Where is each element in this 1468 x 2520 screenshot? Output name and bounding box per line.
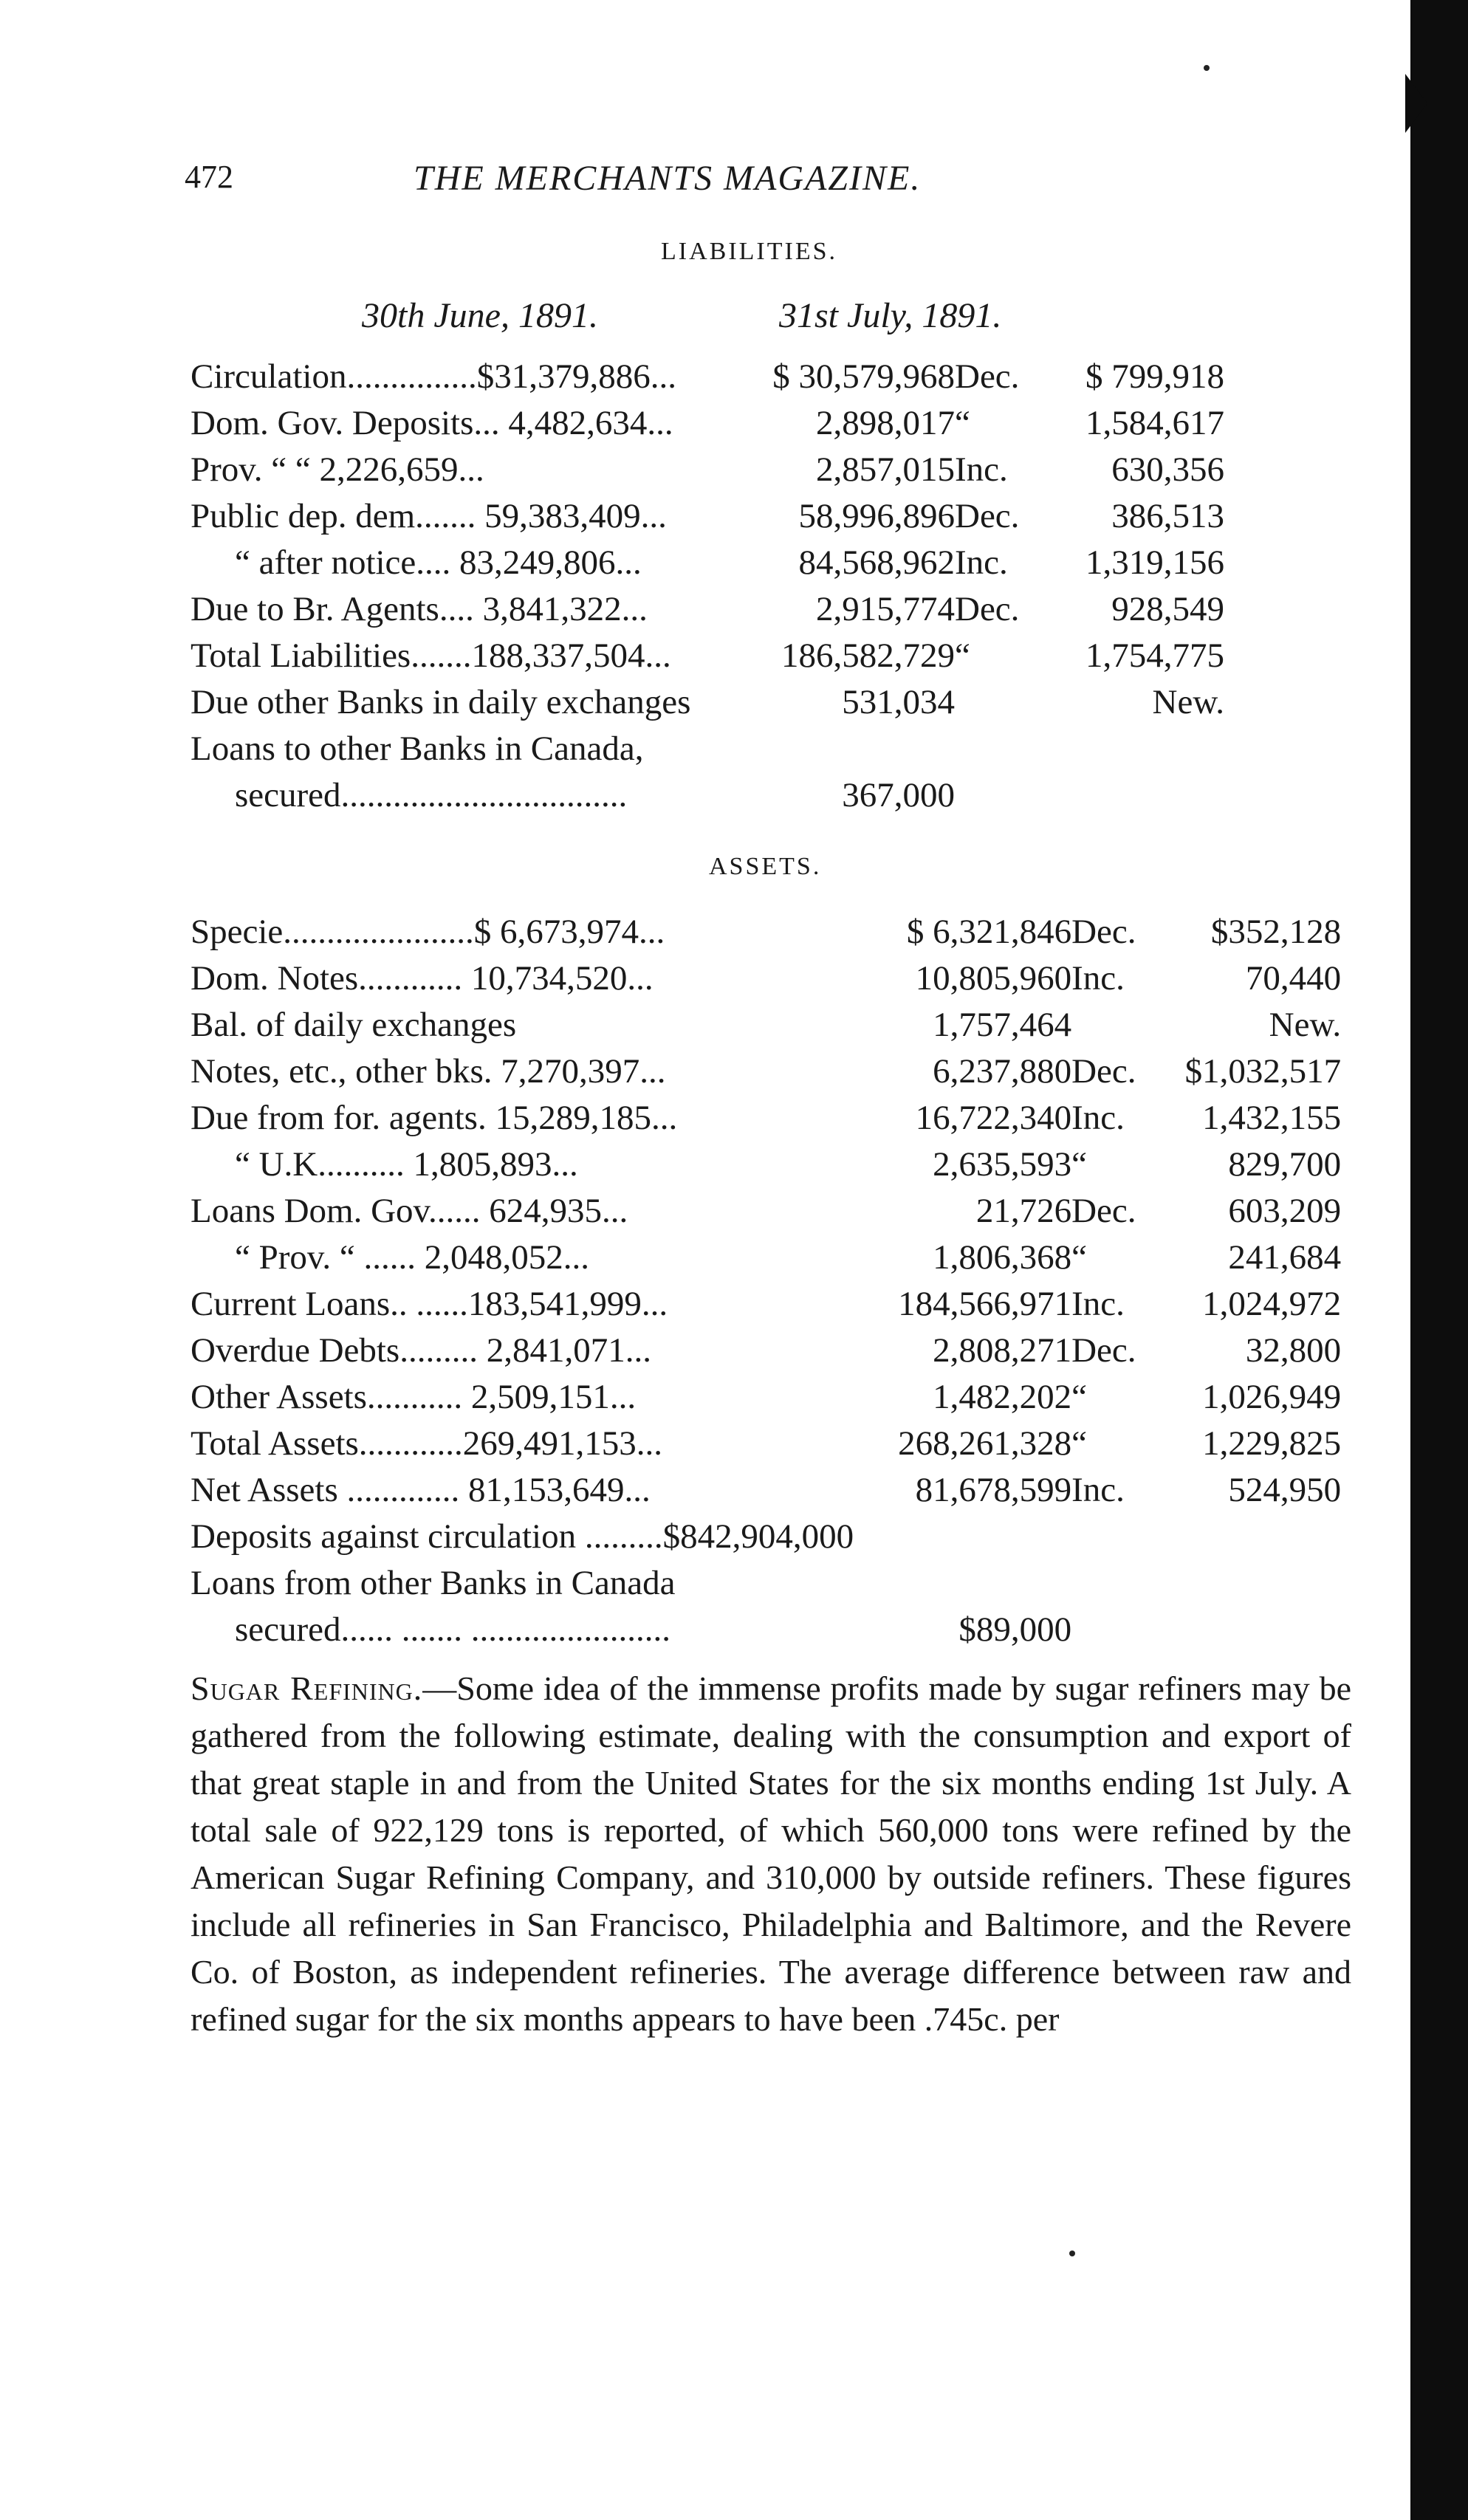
- running-title: THE MERCHANTS MAGAZINE.: [414, 159, 922, 198]
- row-label: Net Assets ............. 81,153,649...: [191, 1470, 651, 1509]
- row-label: Circulation...............$31,379,886...: [191, 357, 676, 396]
- row-july-value: $ 6,321,846: [906, 912, 1072, 951]
- row-label: “ U.K.......... 1,805,893...: [235, 1144, 578, 1184]
- row-label: “ Prov. “ ...... 2,048,052...: [235, 1237, 589, 1277]
- liabilities-heading: LIABILITIES.: [661, 238, 838, 265]
- assets-row: [191, 1141, 1341, 1187]
- row-change-amount: 1,024,972: [1202, 1284, 1342, 1323]
- liabilities-row: [191, 539, 1224, 586]
- row-label: Loans from other Banks in Canada: [191, 1563, 676, 1602]
- scan-speck: [1069, 2251, 1075, 2256]
- row-change-amount: [1171, 1606, 1341, 1652]
- row-change-direction: “: [1071, 1377, 1087, 1416]
- row-change-direction: [1071, 1559, 1171, 1606]
- row-change-amount: 1,432,155: [1202, 1098, 1342, 1137]
- row-change-direction: Dec.: [1071, 1191, 1136, 1230]
- row-label: secured.................................: [235, 775, 628, 814]
- row-change-direction: “: [955, 636, 970, 675]
- liabilities-row: [191, 446, 1224, 492]
- row-label: Total Assets............269,491,153...: [191, 1424, 663, 1463]
- liabilities-row: [191, 492, 1224, 539]
- row-change-direction: Dec.: [1071, 1051, 1136, 1091]
- row-change-direction: Inc.: [1071, 958, 1125, 998]
- row-change-direction: [1071, 1001, 1171, 1048]
- row-change-direction: Dec.: [1071, 912, 1136, 951]
- liabilities-row: [191, 399, 1224, 446]
- row-label: Public dep. dem....... 59,383,409...: [191, 496, 667, 535]
- row-change-amount: 928,549: [1111, 589, 1224, 628]
- paragraph-heading: Sugar Refining.: [191, 1669, 423, 1707]
- row-july-value: 58,996,896: [798, 496, 955, 535]
- row-label: Loans Dom. Gov...... 624,935...: [191, 1191, 628, 1230]
- row-july-value: 1,757,464: [933, 1005, 1072, 1044]
- row-change-amount: $1,032,517: [1184, 1051, 1342, 1091]
- row-july-value: 6,237,880: [933, 1051, 1072, 1091]
- assets-row: [191, 1094, 1341, 1141]
- assets-row: [191, 1466, 1341, 1513]
- row-label: Current Loans.. ......183,541,999...: [191, 1284, 668, 1323]
- row-change-amount: New.: [1152, 682, 1224, 721]
- row-july-value: 186,582,729: [781, 636, 955, 675]
- row-label: Due other Banks in daily exchanges: [191, 682, 691, 721]
- row-change-amount: $352,128: [1210, 912, 1342, 951]
- row-july-value: 1,482,202: [933, 1377, 1072, 1416]
- scan-border: [1410, 0, 1468, 2520]
- row-july-value: 2,857,015: [816, 450, 955, 489]
- row-july-value: 10,805,960: [915, 958, 1072, 998]
- assets-row: [191, 1373, 1341, 1420]
- row-change-direction: [1071, 1513, 1171, 1559]
- row-change-amount: [1171, 1559, 1341, 1606]
- row-change-direction: “: [1071, 1144, 1087, 1184]
- row-change-direction: [955, 725, 1054, 772]
- row-change-direction: “: [1071, 1424, 1087, 1463]
- assets-row: [191, 1327, 1341, 1373]
- row-change-direction: [955, 772, 1054, 818]
- column-heading-june: 30th June, 1891.: [362, 296, 598, 335]
- row-july-value: 367,000: [842, 775, 955, 814]
- row-july-value: $ 30,579,968: [772, 357, 955, 396]
- assets-row: [191, 1187, 1341, 1234]
- row-label: Overdue Debts......... 2,841,071...: [191, 1331, 651, 1370]
- liabilities-row: [191, 353, 1224, 399]
- row-july-value: 184,566,971: [898, 1284, 1072, 1323]
- assets-row: [191, 908, 1341, 955]
- row-july-value: 16,722,340: [915, 1098, 1072, 1137]
- row-change-amount: 1,754,775: [1085, 636, 1224, 675]
- assets-row: [191, 1234, 1341, 1280]
- liabilities-row: [191, 586, 1224, 632]
- row-label: secured...... ....... .......................: [235, 1610, 671, 1649]
- row-label: Dom. Gov. Deposits... 4,482,634...: [191, 403, 673, 442]
- row-change-amount: 1,319,156: [1085, 543, 1224, 582]
- row-change-amount: 630,356: [1111, 450, 1224, 489]
- page-header: [185, 158, 1351, 210]
- row-label: Due to Br. Agents.... 3,841,322...: [191, 589, 648, 628]
- row-july-value: $89,000: [958, 1610, 1072, 1649]
- row-july-value: 81,678,599: [915, 1470, 1072, 1509]
- assets-row: [191, 1513, 1341, 1559]
- row-label: Other Assets........... 2,509,151...: [191, 1377, 637, 1416]
- row-change-amount: $ 799,918: [1085, 357, 1224, 396]
- row-change-direction: Dec.: [955, 589, 1020, 628]
- row-change-direction: [955, 679, 1054, 725]
- assets-table: [191, 908, 1341, 1652]
- assets-row: [191, 1559, 1341, 1606]
- row-change-direction: Inc.: [1071, 1284, 1125, 1323]
- page-number: 472: [185, 159, 233, 195]
- row-label: Due from for. agents. 15,289,185...: [191, 1098, 678, 1137]
- row-change-amount: New.: [1269, 1005, 1342, 1044]
- row-change-amount: 524,950: [1228, 1470, 1342, 1509]
- row-change-amount: 603,209: [1228, 1191, 1342, 1230]
- row-change-amount: 70,440: [1245, 958, 1342, 998]
- row-july-value: 21,726: [975, 1191, 1072, 1230]
- assets-heading: ASSETS.: [709, 853, 822, 880]
- scan-speck: [1204, 65, 1210, 71]
- row-change-amount: 32,800: [1245, 1331, 1342, 1370]
- row-label: Specie......................$ 6,673,974...: [191, 912, 665, 951]
- row-change-amount: 1,584,617: [1085, 403, 1224, 442]
- row-july-value: 2,635,593: [933, 1144, 1072, 1184]
- row-change-direction: Dec.: [955, 357, 1020, 396]
- row-july-value: 2,915,774: [816, 589, 955, 628]
- row-label: Notes, etc., other bks. 7,270,397...: [191, 1051, 666, 1091]
- assets-row: [191, 1606, 1341, 1652]
- row-change-amount: [1171, 1513, 1341, 1559]
- row-july-value: 268,261,328: [898, 1424, 1072, 1463]
- row-change-amount: 829,700: [1228, 1144, 1342, 1184]
- scan-border-notch: [1405, 74, 1427, 133]
- row-change-direction: [1071, 1606, 1171, 1652]
- row-label: Loans to other Banks in Canada,: [191, 729, 644, 768]
- row-change-amount: [1054, 725, 1224, 772]
- row-change-direction: Dec.: [1071, 1331, 1136, 1370]
- assets-row: [191, 1048, 1341, 1094]
- row-label: Total Liabilities.......188,337,504...: [191, 636, 671, 675]
- row-label: Dom. Notes............ 10,734,520...: [191, 958, 654, 998]
- liabilities-row: [191, 725, 1224, 772]
- row-change-amount: 1,229,825: [1202, 1424, 1342, 1463]
- row-change-amount: 386,513: [1111, 496, 1224, 535]
- row-label: Bal. of daily exchanges: [191, 1005, 517, 1044]
- row-july-value: 1,806,368: [933, 1237, 1072, 1277]
- liabilities-table: [191, 353, 1224, 818]
- row-july-value: 84,568,962: [798, 543, 955, 582]
- row-change-amount: 241,684: [1228, 1237, 1342, 1277]
- row-change-amount: [1054, 772, 1224, 818]
- row-label: Prov. “ “ 2,226,659...: [191, 450, 484, 489]
- assets-row: [191, 1280, 1341, 1327]
- row-july-value: 2,808,271: [933, 1331, 1072, 1370]
- row-change-direction: Inc.: [955, 543, 1008, 582]
- row-july-value: [854, 1513, 1071, 1559]
- row-july-value: 2,898,017: [816, 403, 955, 442]
- column-heading-july: 31st July, 1891.: [779, 296, 1002, 335]
- row-change-direction: “: [955, 403, 970, 442]
- liabilities-row: [191, 772, 1224, 818]
- row-change-direction: Dec.: [955, 496, 1020, 535]
- row-july-value: 531,034: [842, 682, 955, 721]
- row-label: Deposits against circulation .........$842,904,000: [191, 1517, 854, 1556]
- row-july-value: [854, 1559, 1071, 1606]
- liabilities-row: [191, 679, 1224, 725]
- paragraph-text: —Some idea of the immense profits made by sugar refiners may be gathered from the following estimate, dealing with the consumption and export of that great staple in and from the United States for the six months ending 1st July. A total sale of 922,129 tons is reported, of which 560,000 tons were refined by the American Sugar Refining Company, and 310,000 by outside refiners. These figures include all refineries in San Francisco, Philadelphia and Baltimore, and the Revere Co. of Boston, as independent refineries. The average difference between raw and refined sugar for the six months appears to have been .745c. per: [191, 1669, 1352, 2038]
- row-july-value: [737, 725, 955, 772]
- assets-row: [191, 1001, 1341, 1048]
- row-change-direction: Inc.: [1071, 1470, 1125, 1509]
- assets-row: [191, 1420, 1341, 1466]
- row-label: “ after notice.... 83,249,806...: [235, 543, 642, 582]
- row-change-direction: “: [1071, 1237, 1087, 1277]
- assets-row: [191, 955, 1341, 1001]
- sugar-refining-paragraph: [191, 1665, 1351, 2043]
- row-change-amount: 1,026,949: [1202, 1377, 1342, 1416]
- liabilities-row: [191, 632, 1224, 679]
- row-change-direction: Inc.: [955, 450, 1008, 489]
- row-change-direction: Inc.: [1071, 1098, 1125, 1137]
